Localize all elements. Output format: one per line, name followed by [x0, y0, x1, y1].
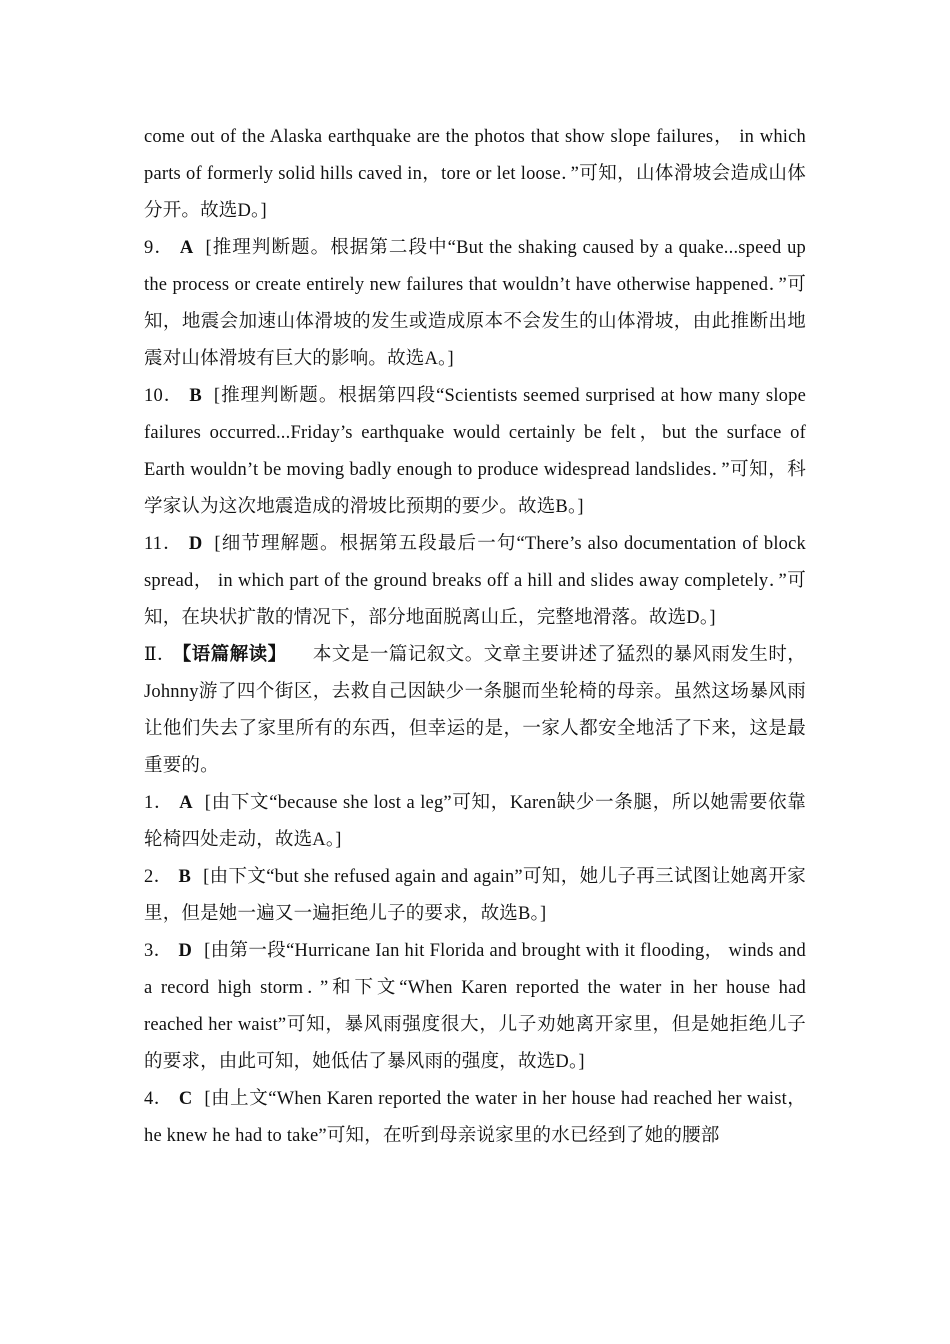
section-heading: 【语篇解读】	[182, 645, 287, 665]
answer-paragraph-ii-2	[144, 859, 806, 933]
answer-letter: A	[179, 238, 194, 258]
answer-paragraph-9	[144, 230, 806, 378]
paragraph-text: [由下文“because she lost a leg”可知，Karen缺少一条腿，所以她需要依靠轮椅四处走动，故选A。]	[144, 793, 806, 850]
answer-letter: D	[178, 941, 193, 961]
document-page	[144, 119, 806, 1155]
paragraph-text: [细节理解题。根据第五段最后一句“There’s also documentation of block spread， in which part of the ground breaks off a hill and slides away completely．”可知，在块状扩散的情况下，部分地面脱离山丘，完整地滑落。故选D。]	[144, 534, 806, 628]
answer-paragraph-continuation	[144, 119, 806, 230]
paragraph-text: [推理判断题。根据第二段中“But the shaking caused by a quake...speed up the process or create entirely new failures that wouldn’t have otherwise happened．”可知，地震会加速山体滑坡的发生或造成原本不会发生的山体滑坡，由此推断出地震对山体滑坡有巨大的影响。故选A。]	[144, 238, 806, 369]
paragraph-text: [由第一段“Hurricane Ian hit Florida and brought with it flooding， winds and a record high storm．”和下文“When Karen reported the water in her house had reached her waist”可知，暴风雨强度很大，儿子劝她离开家里，但是她拒绝儿子的要求，由此可知，她低估了暴风雨的强度，故选D。]	[144, 941, 806, 1072]
question-number: 9．	[144, 238, 174, 258]
paragraph-text: come out of the Alaska earthquake are the photos that show slope failures， in which parts of formerly solid hills caved in，tore or let loose．”可知，山体滑坡会造成山体分开。故选D。]	[144, 127, 806, 221]
question-number: 3．	[144, 941, 173, 961]
section-ii-summary	[144, 637, 806, 785]
answer-paragraph-ii-3	[144, 933, 806, 1081]
question-number: 2．	[144, 867, 173, 887]
question-number: 1．	[144, 793, 174, 813]
answer-paragraph-11	[144, 526, 806, 637]
answer-letter: B	[189, 386, 202, 406]
paragraph-text: [由下文“but she refused again and again”可知，她儿子再三试图让她离开家里，但是她一遍又一遍拒绝儿子的要求，故选B。]	[144, 867, 806, 924]
answer-letter: C	[178, 1089, 193, 1109]
answer-letter: A	[179, 793, 193, 813]
paragraph-text: [推理判断题。根据第四段“Scientists seemed surprised at how many slope failures occurred...Friday’s earthquake would certainly be felt，but the surface of Earth wouldn’t be moving badly enough to produce widespread landslides．”可知，科学家认为这次地震造成的滑坡比预期的要少。故选B。]	[144, 386, 806, 517]
answer-letter: B	[178, 867, 192, 887]
answer-paragraph-ii-4	[144, 1081, 806, 1155]
answer-paragraph-10	[144, 378, 806, 526]
answer-paragraph-ii-1	[144, 785, 806, 859]
question-number: 4．	[144, 1089, 173, 1109]
answer-letter: D	[188, 534, 203, 554]
section-number: Ⅱ．	[144, 645, 177, 665]
paragraph-text: 本文是一篇记叙文。文章主要讲述了猛烈的暴风雨发生时，Johnny游了四个街区，去救自己因缺少一条腿而坐轮椅的母亲。虽然这场暴风雨让他们失去了家里所有的东西，但幸运的是，一家人都安全地活了下来，这是最重要的。	[144, 645, 807, 776]
question-number: 10．	[144, 386, 184, 406]
question-number: 11．	[144, 534, 183, 554]
paragraph-text: [由上文“When Karen reported the water in her house had reached her waist，he knew he had to take”可知，在听到母亲说家里的水已经到了她的腰部	[144, 1089, 806, 1146]
